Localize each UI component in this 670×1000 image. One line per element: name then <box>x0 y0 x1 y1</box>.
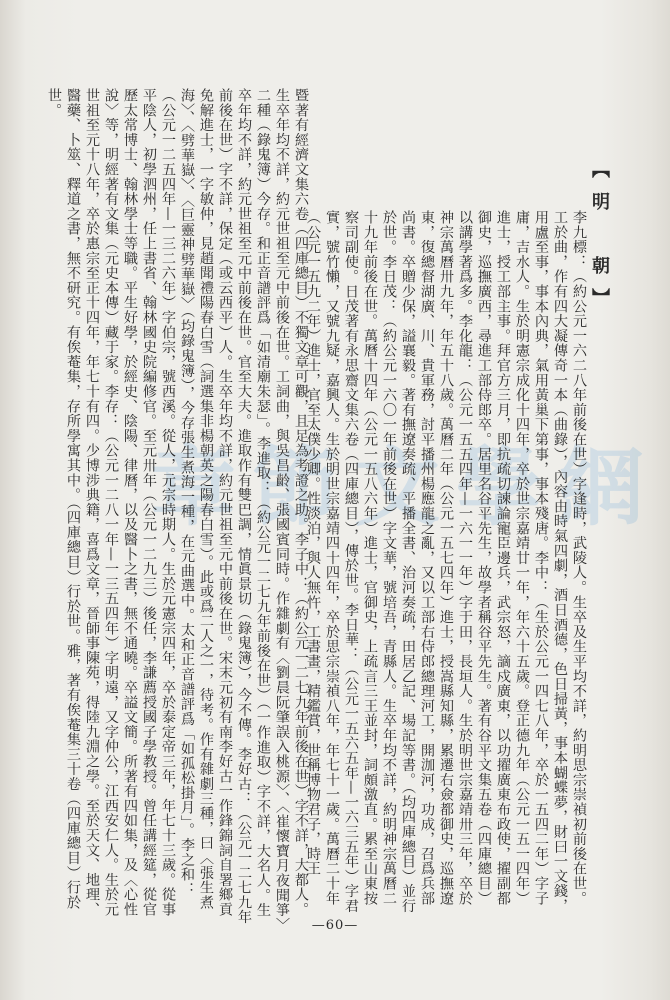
left-column-body: 暨著有經濟文集六卷（四庫總目）不獨文章可觀，且足為考證之助。李子中：（約公元一二七九年前後在世）字不詳，大都人。生卒年均不詳，約元世祖至元中前後在世。工詞曲，與吳昌齡、張國賓同時。作雜劇有〈劉晨阮肇誤入桃源〉、〈崔懷寶月夜聞箏〉二種（錄鬼簿）今存。和正音譜評爲「如清廟朱瑟」。李進取：（約公元一二七九年前後在世）（一作進取）字不詳，大名人。生卒年均不詳，約元世祖至元中前後在世。官至大夫。進取作有雙巴調，情眞景切（錄鬼簿），今不傳。李好古：（公元一二七九年前後在世）字不詳，保定（或云西平）人。生卒年均不詳，約元世祖至元中前後在世。宋末元初有南李好古一作鋒錦詞自署鄉貢免解進士，一字敏仲，見趙聞禮陽春白雪（詞選集非楊朝英之陽春白雪）。此或爲二人之一，待考。作有雜劇三種，曰〈張生煮海〉、〈劈華嶽〉、〈巨靈神劈華嶽〉（均錄鬼簿），今存張生煮海一種，在元曲選中。太和正音譜評爲「如孤松掛月」。李之和：（公元一二五四年—一三二六年）字伯宗，號西溪。從人，元宗時期人。生於元憲宗四年，卒於泰定帝三年，年七十三歲。從事平陰人，初學泗州，任上書省、翰林國史院編修官。至元卅年（公元一二九三）後任，李謙薦授國子學教授。曾任講經筵，從官歷太常博士、翰林學士等職。平生好學，於經史、陰陽、律曆，以及醫卜之書，無不通曉。卒謚文簡。所著有四如集，及〈心性說〉等，明經著有文集（元史本傳）藏于家。李存：（公元一二八一年—一三五四年）字明遠，又字仲公，江西安仁人。生於元世祖至元十八年，卒於惠宗至正十四年，年七十有四。少博涉典籍，喜爲文章，晉師事陳苑，得陸九淵之學。至於天文、地理、醫藥、卜筮、釋道之書，無不研究。有俟菴集，存所學寓其中。（四庫總目）行於世。雅，著有俟菴集三十卷（四庫總目）行於世。 <box>46 88 309 926</box>
page-number: —60— <box>311 918 359 933</box>
era-title: 【明 朝】 <box>589 160 610 320</box>
right-column-body: 李九標：（約公元一六二八年前後在世）字逢時，武陵人。生卒及生平均不詳，約明思宗崇禎初前後在世。工於曲，作有四大凝傳奇一本（曲錄），內容由時氣四劇，酒日酒德，色日掃黃，事本蝴蝶夢，財曰一文錢，用盧至事，事本內典，氣用黃巢下第事，事本殘唐。李中：（生於公元一四七八年，卒於一五四二年）字子庸，吉水人。生於明憲宗成化十四年，卒於世宗嘉靖廿一年，年六十五歲。登正德九年（公元一五一四年）進士，授工部主事。拜官方三月，即抗疏切諫論寵臣邊兵，武宗怒，謫戍廣東，以功擢廣東布政使，擢副都御史，巡撫廣西，尋進工部侍郎卒。居里名谷平先生，故學者稱谷平先生。著有谷平文集五卷（四庫總目）以講學著爲多。李化龍：（公元一五五四年—一六一一年）字于田，長垣人。生於明世宗嘉靖卅三年，卒於神宗萬曆卅九年，年五十八歲。萬曆二年（公元一五七四年）進士，授嵩縣知縣，累遷右僉都御史，巡撫遼東，復總督湖廣、川、貴軍務，討平播州楊應龍之亂，又以工部右侍郎總理河工，開泇河，功成，召爲兵部尚書。卒贈少保，謚襄毅。著有撫遼奏疏、平播全書、治河奏疏，田居乙記、場記等書。（均四庫總目）並行於世。李日茂：（約公元一六〇一年前後在世）字文華，號培吾，青縣人。生卒年均不詳，約明神宗萬曆二十九年前後在世。萬曆十四年（公元一五八六年）進士，官御史，上疏言三王並封，詞頗激直。累至山東按察司副使。日茂著有永思齋文集六卷（四庫總目），傳於世。李日華：（公元一五六五年—一六三五年）字君實，號竹懶，又號九疑，嘉興人。生於明世宗嘉靖四十四年，卒於思宗崇禎八年，年七十一歲。萬曆二十年（公元一五九二年）進士，官至太僕少卿。性淡泊，與人無忤，工書畫，精鑑賞，世稱博物君子，時王 <box>305 210 587 914</box>
watermark: 章節文學網 <box>150 438 660 538</box>
